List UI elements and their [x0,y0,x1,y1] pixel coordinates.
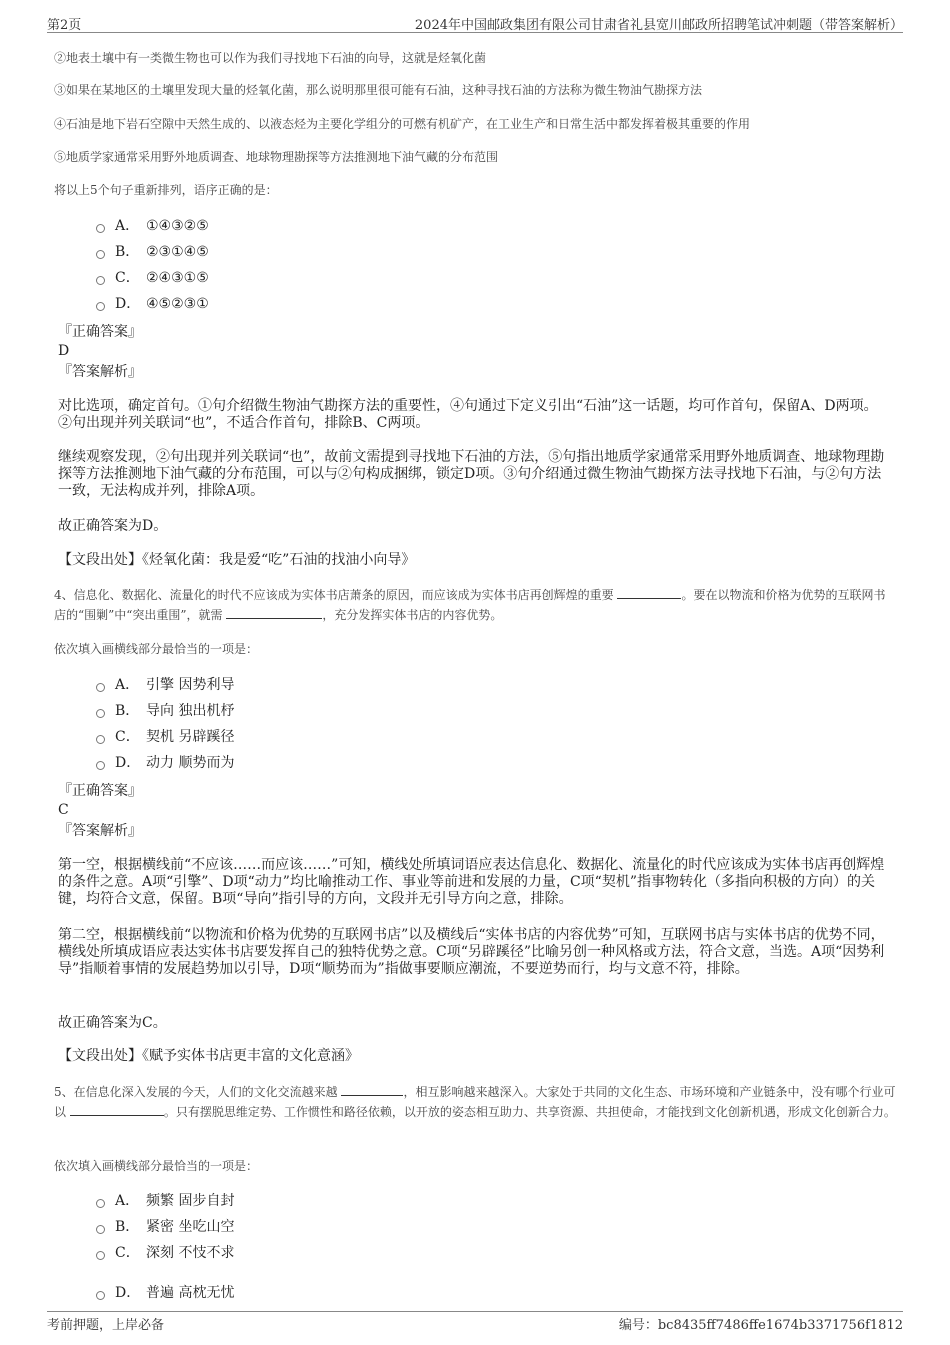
option-letter: B． [115,703,140,719]
q3-answer: D [58,343,70,359]
footer-slogan: 考前押题，上岸必备 [47,1318,165,1333]
radio-icon[interactable] [96,250,105,259]
q5-option-a[interactable] [96,1191,234,1211]
option-text: 动力 顺势而为 [146,755,235,771]
q4-stem-part-1: 4、信息化、数据化、流量化的时代不应该成为实体书店萧条的原因，而应该成为实体书店再创辉煌的重要 [54,588,614,602]
q4-prompt: 依次填入画横线部分最恰当的一项是： [54,642,259,656]
document-title: 2024年中国邮政集团有限公司甘肃省礼县宽川邮政所招聘笔试冲刺题（带答案解析） [414,18,903,33]
q3-source: 【文段出处】《烃氧化菌：我是爱“吃”石油的找油小向导》 [58,552,416,568]
document-code [619,1314,903,1333]
option-text: 契机 另辟蹊径 [146,729,235,745]
option-letter: C． [115,1245,140,1261]
option-letter: B． [115,1219,140,1235]
option-text: 普遍 高枕无忧 [146,1285,235,1301]
option-text: 导向 独出机杼 [146,703,235,719]
option-letter: A． [115,218,140,234]
q3-sentence-3: ③如果在某地区的土壤里发现大量的烃氧化菌，那么说明那里很可能有石油，这种寻找石油的方法称为微生物油气勘探方法 [54,83,703,97]
option-text: 引擎 因势利导 [146,677,235,693]
option-text: 深刻 不忮不求 [146,1245,235,1261]
radio-icon[interactable] [96,735,105,744]
q5-prompt: 依次填入画横线部分最恰当的一项是： [54,1159,259,1173]
q4-answer-label: 『正确答案』 [58,783,142,799]
q5-option-c[interactable] [96,1243,234,1263]
radio-icon[interactable] [96,709,105,718]
q5-stem-part-2: ，相互影响越来越深入。大家处于共同的文化生态、市场环境和产业链条中，没有哪个行业可以 [54,1085,896,1119]
document-code-value: bc8435ff7486ffe1674b3371756f1812 [657,1318,903,1333]
radio-icon[interactable] [96,224,105,233]
option-letter: C． [115,270,140,286]
option-letter: D． [115,1285,141,1301]
option-letter: A． [115,1193,140,1209]
q4-analysis-para-2: 第二空，根据横线前“以物流和价格为优势的互联网书店”以及横线后“实体书店的内容优势”可知，互联网书店与实体书店的优势不同，横线处所填成语应表达实体书店要发挥自己的独特优势之意。C项“另辟蹊径”比喻另创一种风格或方法，符合文意，当选。A项“因势利导”指顺着事情的发展趋势加以引导，D项“顺势而为”指做事要顺应潮流，不要逆势而行，均与文意不符，排除。 [58,927,885,977]
option-letter: B． [115,244,140,260]
q4-analysis-para-3: 故正确答案为C。 [58,1015,167,1031]
q3-option-b[interactable] [96,242,209,262]
radio-icon[interactable] [96,1251,105,1260]
q4-option-d[interactable] [96,753,234,773]
option-letter: C． [115,729,140,745]
q3-option-d[interactable] [96,294,209,314]
option-text: 频繁 固步自封 [146,1193,235,1209]
q4-option-c[interactable] [96,727,234,747]
q4-source: 【文段出处】《赋予实体书店更丰富的文化意涵》 [58,1048,359,1064]
option-text: ①④③②⑤ [146,218,209,234]
q4-stem-part-3: ，充分发挥实体书店的内容优势。 [322,608,503,622]
radio-icon[interactable] [96,276,105,285]
option-text: ②③①④⑤ [146,244,209,260]
page-number: 第2页 [47,18,82,33]
q5-stem [54,1082,896,1122]
q3-analysis-para-1: 对比选项，确定首句。①句介绍微生物油气勘探方法的重要性，④句通过下定义引出“石油”这一话题，均可作首句，保留A、D两项。②句出现并列关联词“也”，不适合作首句，排除B、C两项。 [58,398,878,431]
q4-stem-part-2: 。要在以物流和价格为优势的互联网书店的“围剿”中“突出重围”，就需 [54,588,886,622]
q3-answer-label: 『正确答案』 [58,324,142,340]
q4-analysis-para-1: 第一空，根据横线前“不应该……而应该……”可知，横线处所填词语应表达信息化、数据化、流量化的时代应该成为实体书店再创辉煌的条件之意。A项“引擎”、D项“动力”均比喻推动工作、事业等前进和发展的力量，C项“契机”指事物转化（多指向积极的方向）的关键，均符合文意，保留。B项“导向”指引导的方向，文段并无引导方向之意，排除。 [58,857,885,907]
q5-blank-1 [341,1083,403,1096]
option-letter: D． [115,296,141,312]
radio-icon[interactable] [96,1225,105,1234]
q5-stem-part-3: 。只有摆脱思维定势、工作惯性和路径依赖，以开放的姿态相互助力、共享资源、共担使命，才能找到文化创新机遇，形成文化创新合力。 [163,1105,896,1119]
option-text: ②④③①⑤ [146,270,209,286]
q3-prompt: 将以上5个句子重新排列，语序正确的是： [54,183,278,197]
q4-answer: C [58,802,69,818]
q4-blank-2 [226,606,322,619]
q4-blank-1 [617,586,681,599]
option-text: 紧密 坐吃山空 [146,1219,235,1235]
q3-sentence-5: ⑤地质学家通常采用野外地质调查、地球物理勘探等方法推测地下油气藏的分布范围 [54,150,499,164]
q4-analysis-label: 『答案解析』 [58,823,142,839]
q4-option-b[interactable] [96,701,234,721]
q5-blank-2 [70,1103,164,1116]
q3-analysis-label: 『答案解析』 [58,364,142,380]
q5-option-d[interactable] [96,1283,234,1303]
q3-analysis-para-2: 继续观察发现，②句出现并列关联词“也”，故前文需提到寻找地下石油的方法，⑤句指出地质学家通常采用野外地质调查、地球物理勘探等方法推测地下油气藏的分布范围，可以与②句构成捆绑，锁定D项。③句介绍通过微生物油气勘探方法寻找地下石油，与②句方法一致，无法构成并列，排除A项。 [58,449,885,499]
q4-stem [54,585,896,625]
option-text: ④⑤②③① [146,296,209,312]
document-code-label: 编号： [618,1318,658,1333]
radio-icon[interactable] [96,761,105,770]
option-letter: A． [115,677,140,693]
radio-icon[interactable] [96,302,105,311]
radio-icon[interactable] [96,683,105,692]
q3-analysis-para-3: 故正确答案为D。 [58,518,168,534]
q5-stem-part-1: 5、在信息化深入发展的今天，人们的文化交流越来越 [54,1085,338,1099]
q3-option-c[interactable] [96,268,209,288]
q3-sentence-2: ②地表土壤中有一类微生物也可以作为我们寻找地下石油的向导，这就是烃氧化菌 [54,51,487,65]
q5-option-b[interactable] [96,1217,234,1237]
option-letter: D． [115,755,141,771]
q4-option-a[interactable] [96,675,234,695]
q3-option-a[interactable] [96,216,209,236]
q3-sentence-4: ④石油是地下岩石空隙中天然生成的、以液态烃为主要化学组分的可燃有机矿产，在工业生产和日常生活中都发挥着极其重要的作用 [54,117,751,131]
header-divider [47,32,903,33]
radio-icon[interactable] [96,1291,105,1300]
radio-icon[interactable] [96,1199,105,1208]
footer-divider [47,1311,903,1312]
